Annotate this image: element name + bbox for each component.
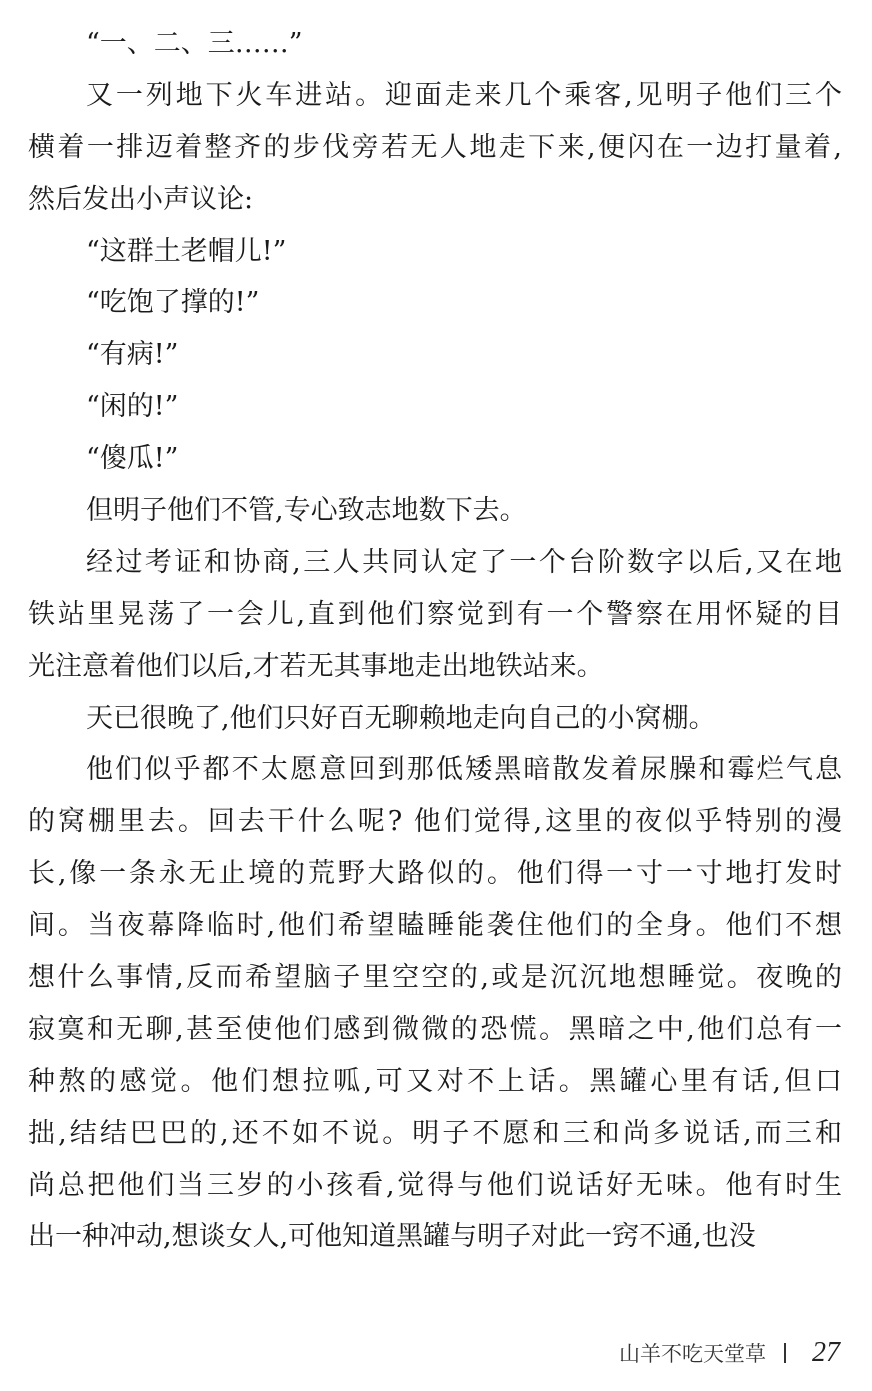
paragraph-line: 经过考证和协商,三人共同认定了一个台阶数字以后,又在地 [86, 546, 842, 578]
paragraph-line: 横着一排迈着整齐的步伐旁若无人地走下来,便闪在一边打量着, [28, 131, 842, 163]
paragraph-line: “傻瓜!” [86, 443, 179, 475]
paragraph-line: 的窝棚里去。回去干什么呢? 他们觉得,这里的夜似乎特别的漫 [28, 806, 842, 838]
paragraph-line: 种熬的感觉。他们想拉呱,可又对不上话。黑罐心里有话,但口 [28, 1065, 842, 1097]
paragraph-line: “这群土老帽儿!” [86, 235, 287, 267]
paragraph-line: 拙,结结巴巴的,还不如不说。明子不愿和三和尚多说话,而三和 [28, 1117, 842, 1149]
paragraph-line: 长,像一条永无止境的荒野大路似的。他们得一寸一寸地打发时 [28, 858, 842, 890]
paragraph-line: 想什么事情,反而希望脑子里空空的,或是沉沉地想睡觉。夜晚的 [28, 962, 842, 994]
paragraph-line: 他们似乎都不太愿意回到那低矮黑暗散发着尿臊和霉烂气息 [86, 754, 842, 786]
paragraph-line: “有病!” [86, 339, 179, 371]
paragraph-line: 然后发出小声议论: [28, 183, 254, 215]
footer-divider [784, 1343, 786, 1363]
paragraph-line: “一、二、三……” [86, 28, 303, 59]
paragraph-line: 天已很晚了,他们只好百无聊赖地走向自己的小窝棚。 [86, 702, 716, 734]
paragraph-line: “吃饱了撑的!” [86, 287, 260, 319]
paragraph-line: 尚总把他们当三岁的小孩看,觉得与他们说话好无味。他有时生 [28, 1169, 842, 1201]
running-title: 山羊不吃天堂草 [619, 1342, 766, 1366]
paragraph-line: 出一种冲动,想谈女人,可他知道黑罐与明子对此一窍不通,也没 [28, 1221, 756, 1253]
paragraph-line: 间。当夜幕降临时,他们希望瞌睡能袭住他们的全身。他们不想 [28, 910, 842, 942]
paragraph-line: 寂寞和无聊,甚至使他们感到微微的恐慌。黑暗之中,他们总有一 [28, 1013, 842, 1045]
paragraph-line: 铁站里晃荡了一会儿,直到他们察觉到有一个警察在用怀疑的目 [28, 598, 842, 630]
paragraph-line: “闲的!” [86, 391, 179, 423]
body-text [28, 18, 842, 1263]
page-number: 27 [812, 1337, 840, 1368]
page-footer [560, 1333, 840, 1373]
paragraph-line: 但明子他们不管,专心致志地数下去。 [86, 495, 527, 527]
paragraph-line: 光注意着他们以后,才若无其事地走出地铁站来。 [28, 650, 604, 682]
paragraph-line: 又一列地下火车进站。迎面走来几个乘客,见明子他们三个 [86, 79, 842, 111]
